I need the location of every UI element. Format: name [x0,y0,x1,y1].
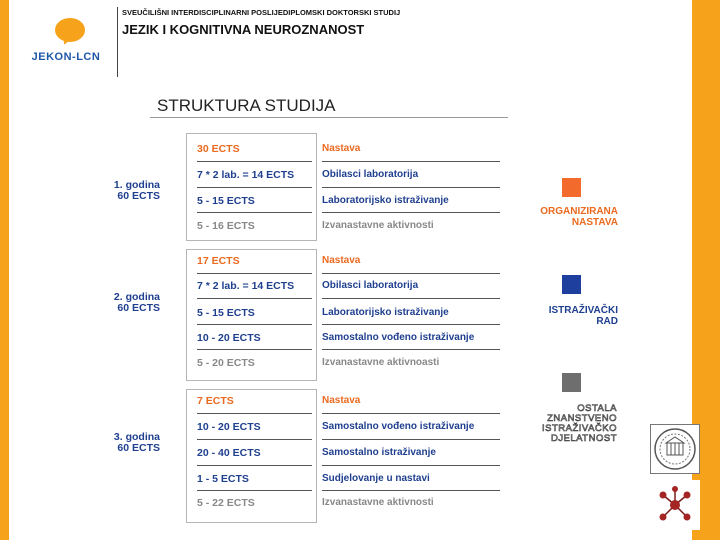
year-3-row-2-ects: 10 - 20 ECTS [197,421,261,433]
molecule-network-icon [651,481,699,529]
left-orange-stripe [0,0,9,540]
year-2-row-5-ects: 5 - 20 ECTS [197,357,255,369]
row-separator [322,349,500,350]
legend-other-line3: ISTRAŽIVAČKO [542,423,617,434]
year-1-row-2-activity: Obilasci laboratorija [322,169,419,180]
row-separator [197,349,312,350]
year-2-row-4-activity: Samostalno vođeno istraživanje [322,332,475,343]
legend-research-label [523,305,618,327]
row-separator [197,439,312,440]
university-crest-icon [650,424,700,474]
legend-organized-label [523,206,618,228]
year-2-row-1-activity: Nastava [322,255,361,266]
row-separator [322,413,500,414]
row-separator [322,324,500,325]
row-separator [197,187,312,188]
year-1-title: 1. godina [113,179,160,191]
year-1-ects: 60 ECTS [117,190,160,202]
year-1-row-3-ects: 5 - 15 ECTS [197,195,255,207]
year-2-row-1-ects: 17 ECTS [197,255,240,267]
legend-organized-line2: NASTAVA [571,217,618,228]
legend-research-line1: ISTRAŽIVAČKI [548,305,618,316]
year-3-ects: 60 ECTS [117,442,160,454]
year-1-row-4-activity: Izvanastavne aktivnosti [322,220,434,231]
row-separator [322,187,500,188]
legend-other-line1: OSTALA [577,403,617,414]
legend-organized-square [562,178,581,197]
year-3-row-3-ects: 20 - 40 ECTS [197,447,261,459]
row-separator [322,273,500,274]
year-1-row-1-activity: Nastava [322,143,361,154]
year-2-row-4-ects: 10 - 20 ECTS [197,332,261,344]
legend-other-square [562,373,581,392]
year-1-row-1-ects: 30 ECTS [197,143,240,155]
row-separator [322,439,500,440]
logo-text: JEKON-LCN [31,51,101,63]
program-name: JEZIK I KOGNITIVNA NEUROZNANOST [122,22,365,37]
legend-other-line4: DJELATNOST [550,433,617,444]
row-separator [322,161,500,162]
row-separator [197,273,312,274]
year-3-row-4-activity: Sudjelovanje u nastavi [322,473,430,484]
year-1-row-3-activity: Laboratorijsko istraživanje [322,195,449,206]
year-3-row-3-activity: Samostalno istraživanje [322,447,436,458]
year-3-row-1-ects: 7 ECTS [197,395,234,407]
year-2-label [104,292,160,314]
row-separator [322,490,500,491]
row-separator [197,465,312,466]
university-seal-icon [651,425,699,473]
year-2-row-5-activity: Izvanastavne aktivnoasti [322,357,440,368]
row-separator [197,490,312,491]
year-3-row-5-ects: 5 - 22 ECTS [197,497,255,509]
year-3-label [104,432,160,454]
row-separator [322,465,500,466]
legend-other-label [525,404,617,444]
year-2-ects: 60 ECTS [117,302,160,314]
year-3-title: 3. godina [113,431,160,443]
year-2-row-3-ects: 5 - 15 ECTS [197,307,255,319]
speech-bubble-icon [55,18,85,42]
year-3-row-4-ects: 1 - 5 ECTS [197,473,249,485]
row-separator [322,298,500,299]
row-separator [322,212,500,213]
legend-research-line2: RAD [596,316,618,327]
title-underline [150,117,508,118]
year-2-row-2-activity: Obilasci laboratorija [322,280,419,291]
row-separator [197,413,312,414]
legend-organized-line1: ORGANIZIRANA [540,206,618,217]
year-2-title: 2. godina [113,291,160,303]
page-title: STRUKTURA STUDIJA [157,96,336,115]
year-1-row-2-ects: 7 * 2 lab. = 14 ECTS [197,169,295,181]
logo [13,7,118,77]
row-separator [197,161,312,162]
institution-name: SVEUČILIŠNI INTERDISCIPLINARNI POSLIJEDIPLOMSKI DOKTORSKI STUDIJ [122,8,401,17]
legend-other-line2: ZNANSTVENO [547,413,617,424]
year-3-row-5-activity: Izvanastavne aktivnosti [322,497,434,508]
year-1-label [104,180,160,202]
year-2-row-3-activity: Laboratorijsko istraživanje [322,307,449,318]
year-1-row-4-ects: 5 - 16 ECTS [197,220,255,232]
year-2-row-2-ects: 7 * 2 lab. = 14 ECTS [197,280,295,292]
row-separator [197,298,312,299]
year-3-row-1-activity: Nastava [322,395,361,406]
network-emblem-icon [650,480,700,530]
year-3-row-2-activity: Samostalno vođeno istraživanje [322,421,475,432]
row-separator [197,324,312,325]
row-separator [197,212,312,213]
legend-research-square [562,275,581,294]
